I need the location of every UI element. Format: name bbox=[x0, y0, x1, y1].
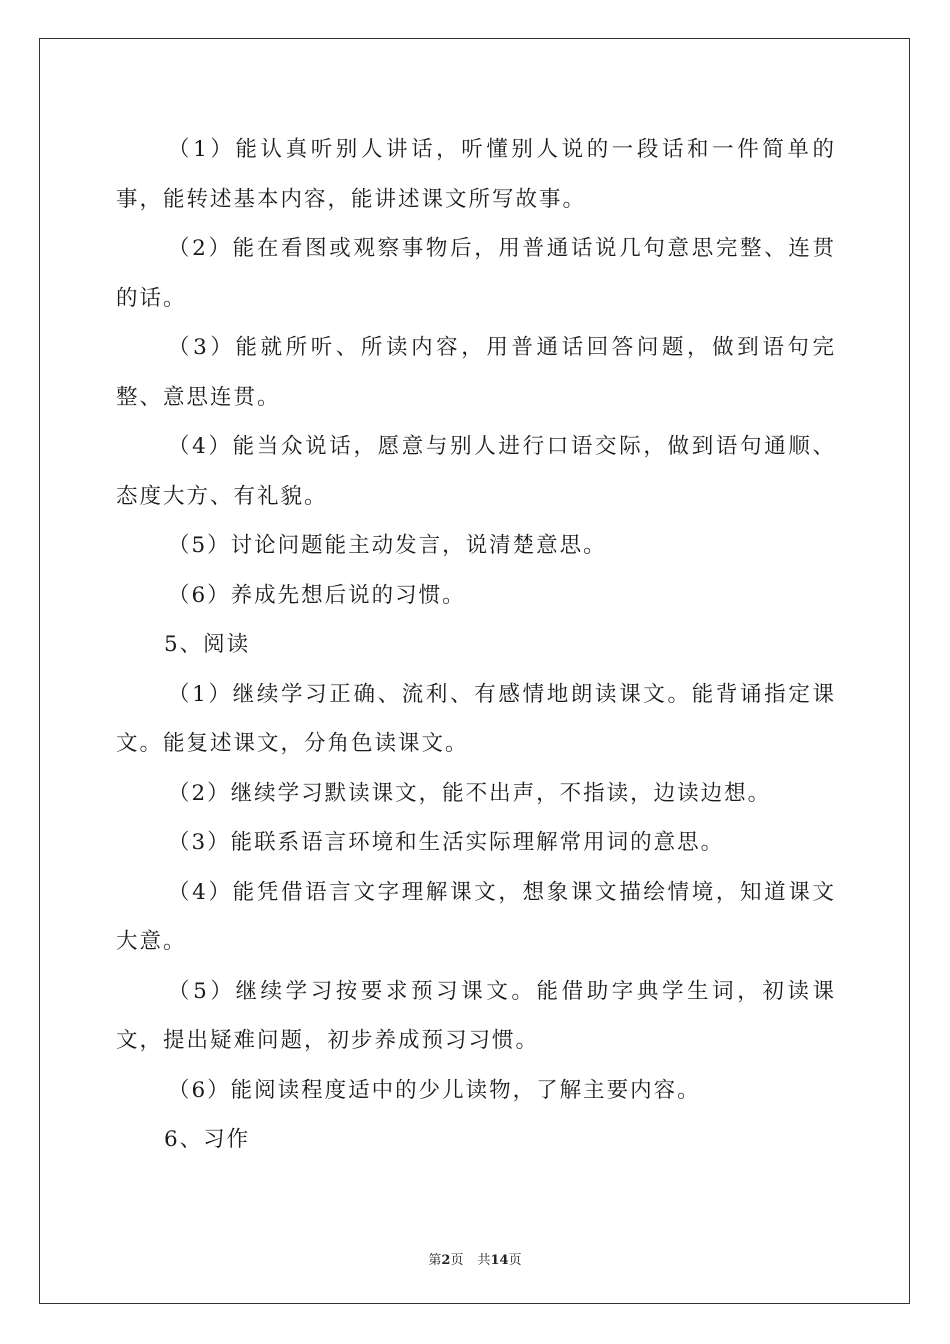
paragraph-listening-3: （3）能就所听、所读内容，用普通话回答问题，做到语句完整、意思连贯。 bbox=[116, 335, 836, 410]
paragraph-reading-4: （4）能凭借语言文字理解课文，想象课文描绘情境，知道课文大意。 bbox=[116, 879, 836, 954]
paragraph-listening-2: （2）能在看图或观察事物后，用普通话说几句意思完整、连贯的话。 bbox=[116, 236, 836, 311]
paragraph-reading-3: （3）能联系语言环境和生活实际理解常用词的意思。 bbox=[168, 830, 725, 855]
paragraph-reading-2: （2）继续学习默读课文，能不出声，不指读，边读边想。 bbox=[168, 780, 772, 806]
document-body bbox=[116, 125, 836, 1165]
page-number: 2 bbox=[441, 1253, 451, 1268]
paragraph-listening-4: （4）能当众说话，愿意与别人进行口语交际，做到语句通顺、态度大方、有礼貌。 bbox=[116, 434, 836, 509]
page-suffix: 页 bbox=[450, 1253, 464, 1268]
total-suffix: 页 bbox=[508, 1253, 522, 1268]
paragraph-reading-5: （5）继续学习按要求预习课文。能借助字典学生词，初读课文，提出疑难问题，初步养成预习习惯。 bbox=[116, 978, 836, 1053]
page-prefix: 第 bbox=[428, 1253, 442, 1268]
total-pages: 14 bbox=[490, 1253, 509, 1268]
section-heading-writing: 6、习作 bbox=[164, 1127, 251, 1152]
paragraph-reading-6: （6）能阅读程度适中的少儿读物，了解主要内容。 bbox=[168, 1077, 701, 1103]
paragraph-listening-1: （1）能认真听别人讲话，听懂别人说的一段话和一件简单的事，能转述基本内容，能讲述课文所写故事。 bbox=[116, 137, 836, 212]
paragraph-reading-1: （1）继续学习正确、流利、有感情地朗读课文。能背诵指定课文。能复述课文，分角色读课文。 bbox=[116, 681, 836, 756]
page-footer bbox=[0, 1249, 950, 1268]
paragraph-listening-6: （6）养成先想后说的习惯。 bbox=[168, 582, 466, 608]
total-prefix: 共 bbox=[477, 1253, 491, 1268]
paragraph-listening-5: （5）讨论问题能主动发言，说清楚意思。 bbox=[168, 533, 607, 558]
section-heading-reading: 5、阅读 bbox=[164, 632, 251, 657]
